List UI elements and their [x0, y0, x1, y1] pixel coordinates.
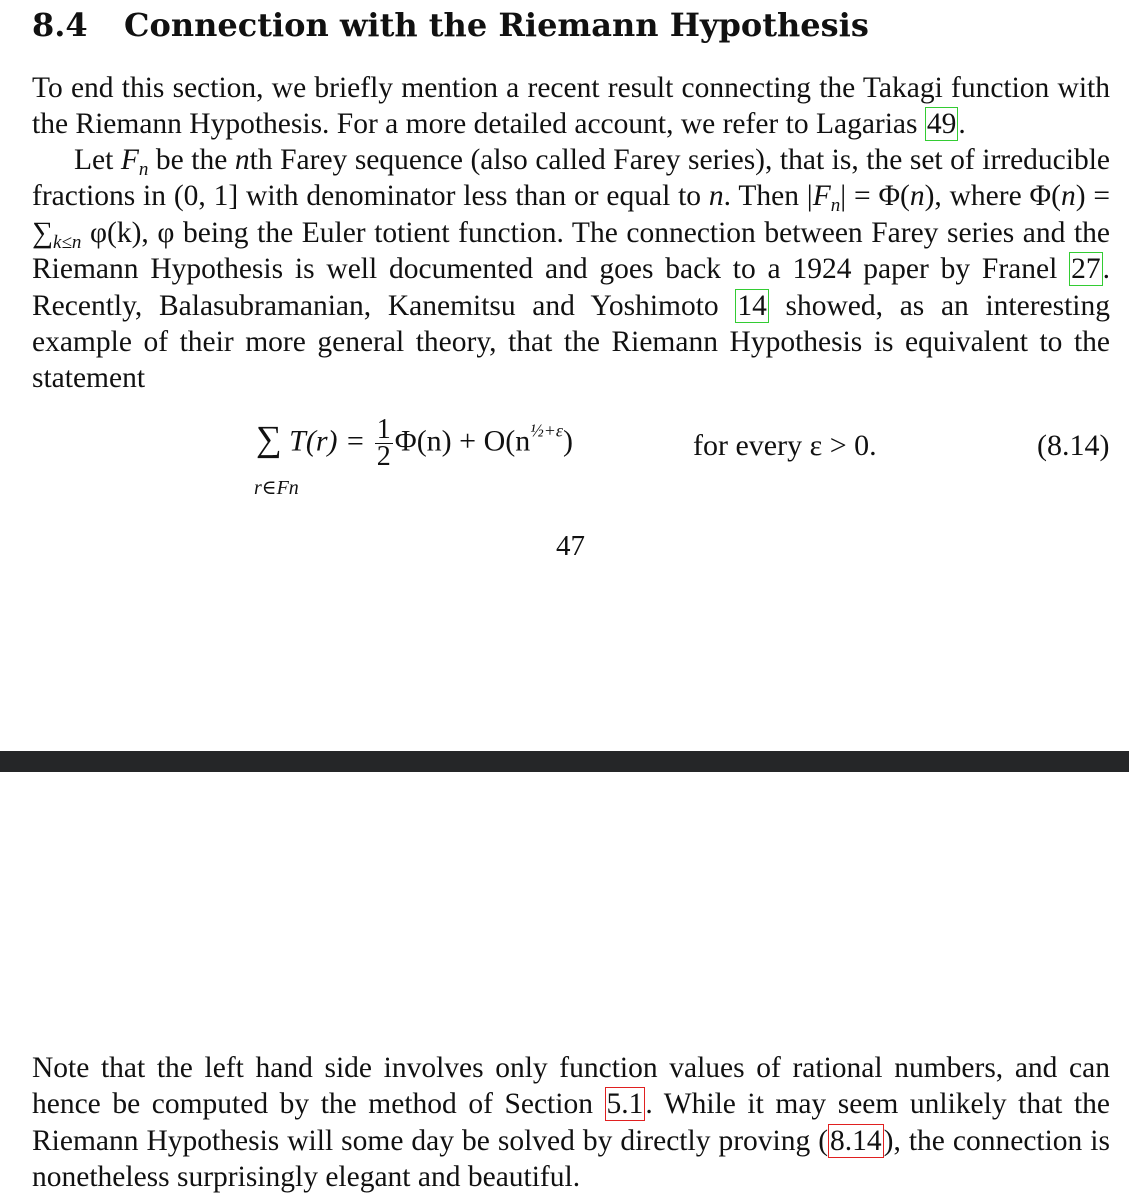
section-link-5-1[interactable]: 5.1	[606, 1088, 644, 1121]
math-symbol: F	[120, 144, 139, 176]
text: Note that the left hand side involves only function values of rational numbers, and can hence be computed by the method of Section	[32, 1052, 1110, 1121]
equation-number: (8.14)	[1037, 429, 1110, 462]
paragraph-farey	[32, 142, 1110, 397]
summation-subscript: r∈Fn	[254, 477, 299, 499]
equation-body	[256, 414, 573, 472]
text: be the	[148, 144, 235, 176]
text: To end this section, we briefly mention a recent result connecting the Takagi function with the Riemann Hypothesis. For a more detailed account, we refer to Lagarias	[32, 72, 1110, 141]
fraction-one-half	[375, 414, 393, 472]
citation-link-lagarias[interactable]: 49	[926, 108, 957, 141]
math-subscript: n	[138, 159, 149, 180]
equation-condition: for every ε > 0.	[693, 429, 877, 462]
text: | = Φ(	[840, 180, 910, 213]
paragraph-conclusion	[32, 1050, 1110, 1196]
text: . While it may seem unlikely that the Riemann Hypothesis will some day be solved by directly proving (	[32, 1088, 1110, 1157]
math-symbol: n	[234, 144, 250, 176]
paragraph-intro	[32, 70, 1110, 143]
section-heading	[32, 6, 1112, 44]
math-symbol: n	[1060, 180, 1076, 213]
equation-exponent: ½+ε	[530, 420, 563, 441]
summation-sign: ∑	[256, 418, 282, 459]
equation-link-8-14[interactable]: 8.14	[830, 1124, 882, 1157]
citation-link-franel[interactable]: 27	[1071, 253, 1101, 286]
math-subscript: n	[830, 195, 841, 217]
math-symbol: n	[708, 180, 724, 213]
page-number: 47	[556, 530, 585, 562]
equation-rhs: Φ(n) + O(n	[394, 424, 531, 458]
section-number: 8.4	[32, 6, 88, 44]
section-title: Connection with the Riemann Hypothesis	[124, 6, 869, 44]
text: ), the connection is nonetheless surprisingly elegant and beautiful.	[32, 1124, 1110, 1194]
math-symbol: n	[909, 180, 925, 213]
text: ), where Φ(	[924, 180, 1061, 213]
text: ) = ∑	[32, 180, 1110, 249]
text: showed, as an interesting example of their more general theory, that the Riemann Hypothesis is equivalent to the statement	[32, 289, 1110, 395]
display-equation	[0, 405, 1129, 505]
math-symbol: F	[812, 180, 831, 213]
equation-lhs: T(r) =	[289, 424, 373, 458]
math-subscript: k≤n	[53, 231, 82, 253]
text: th Farey sequence (also called Farey series), that is, the set of irreducible fractions in (0, 1] with denominator less than or equal to	[32, 144, 1111, 213]
text: . Then |	[723, 180, 813, 213]
equation-rhs-close: )	[563, 424, 573, 458]
page-divider	[0, 751, 1129, 772]
fraction-denominator: 2	[376, 441, 391, 472]
fraction-numerator: 1	[376, 414, 391, 445]
text: . Recently, Balasubramanian, Kanemitsu and Yoshimoto	[32, 253, 1110, 322]
text: Let	[74, 144, 121, 176]
text: .	[958, 108, 966, 141]
text: φ(k), φ being the Euler totient function. The connection between Farey series and the Riemann Hypothesis is well documented and goes back to a 1924 paper by Franel	[32, 216, 1110, 286]
citation-link-balasubramanian[interactable]: 14	[737, 289, 767, 322]
